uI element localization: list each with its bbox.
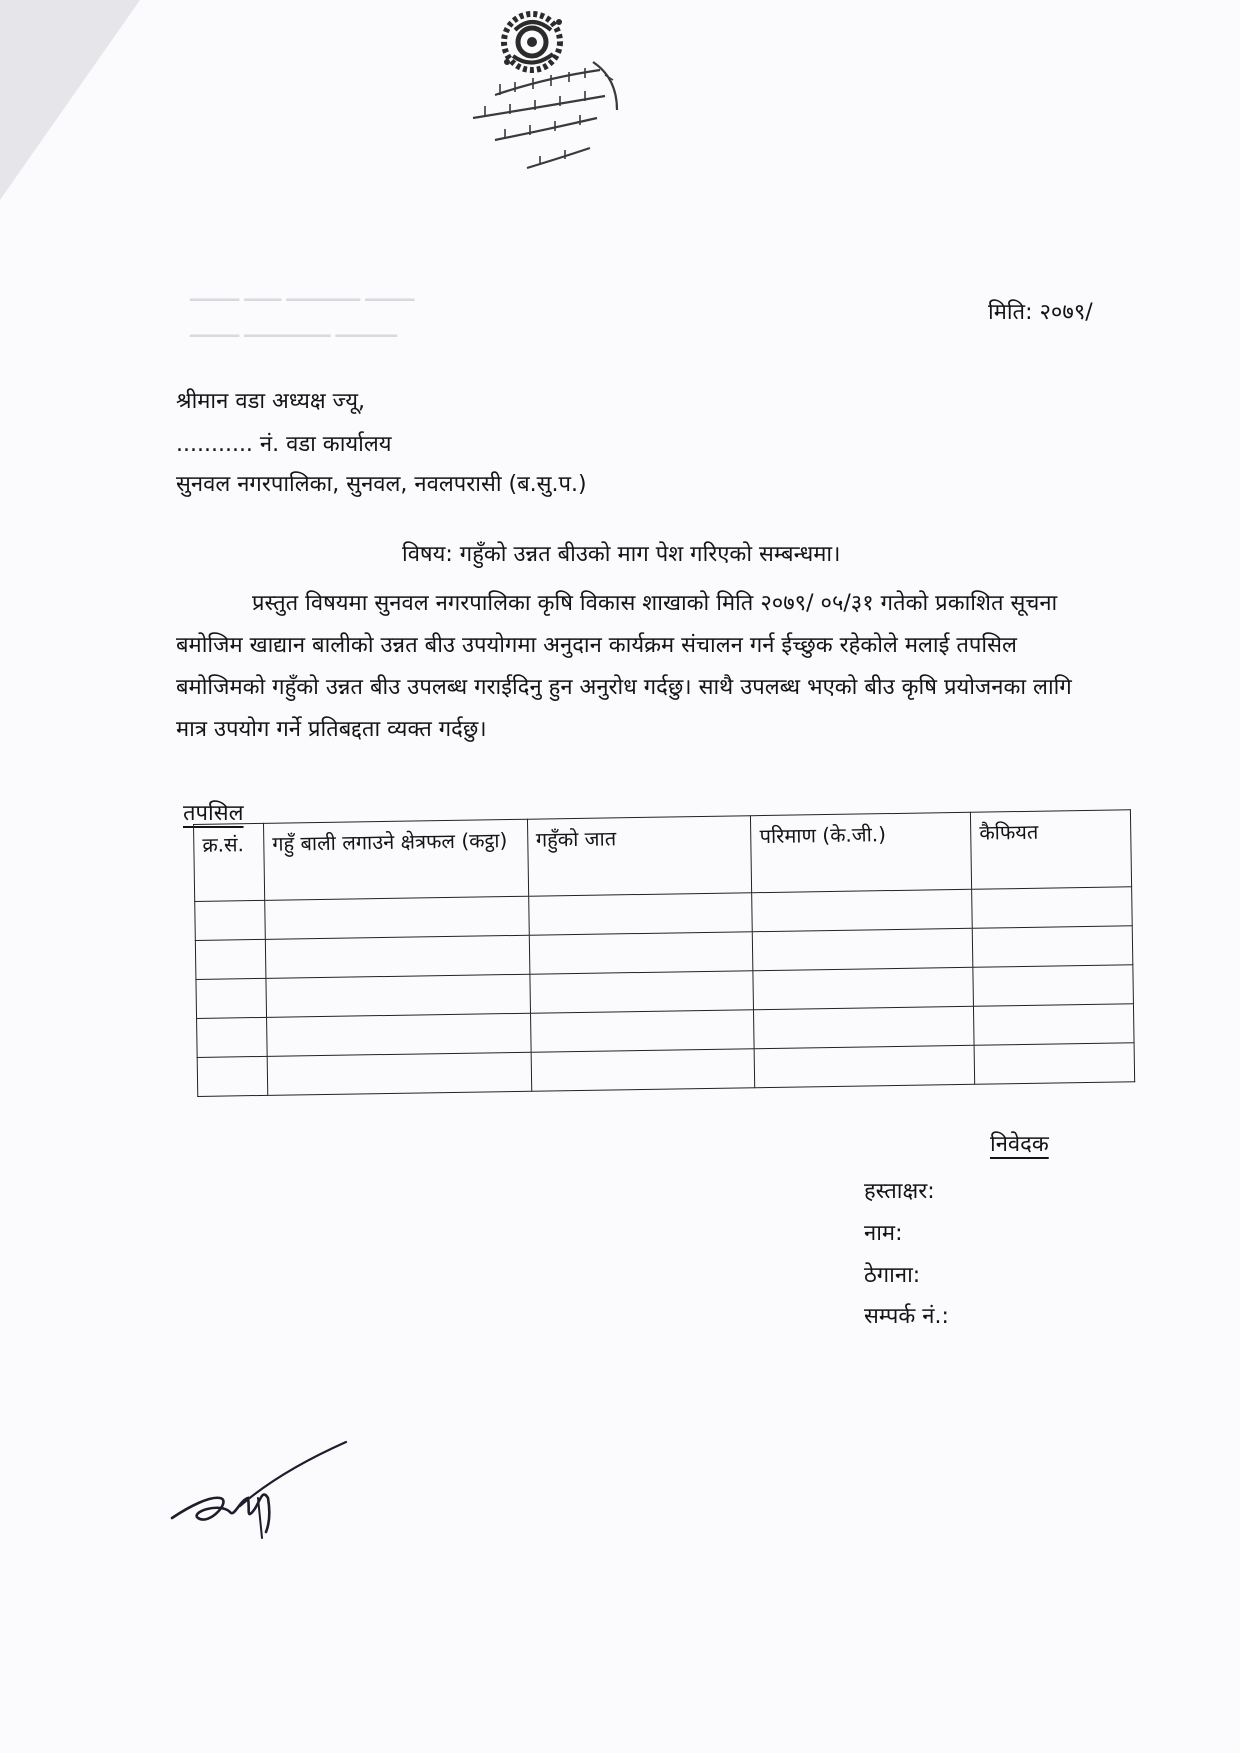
table-cell[interactable] [197,1017,268,1057]
table-cell[interactable] [197,1056,268,1096]
table-cell[interactable] [528,893,752,936]
recipient-municipality: सुनवल नगरपालिका, सुनवल, नवलपरासी (ब.सु.प.) [176,472,587,497]
column-header-variety: गहुँको जात [527,816,752,897]
details-heading: तपसिल [183,801,244,826]
applicant-heading: निवेदक [990,1132,1049,1157]
letter-subject: विषय: गहुँको उन्नत बीउको माग पेश गरिएको सम्बन्धमा। [402,542,841,567]
table-cell[interactable] [195,939,266,979]
table-cell[interactable] [195,900,266,940]
contact-field-label: सम्पर्क नं.: [864,1304,949,1329]
letter-body-text: प्रस्तुत विषयमा सुनवल नगरपालिका कृषि विकास शाखाको मिति २०७९/ ०५/३१ गतेको प्रकाशित सूचना बमोजिम खाद्यान बालीको उन्नत बीउ उपयोगमा अनुदान कार्यक्रम संचालन गर्न ईच्छुक रहेकोले मलाई तपसिल बमोजिमको गहुँको उन्नत बीउ उपलब्ध गराईदिनु हुन अनुरोध गर्दछु। साथै उपलब्ध भएको बीउ कृषि प्रयोजनका लागि मात्र उपयोग गर्ने प्रतिबद्दता व्यक्त गर्दछु। [176,591,1072,742]
table-cell[interactable] [265,896,529,939]
table-cell[interactable] [196,978,267,1018]
recipient-title: श्रीमान वडा अध्यक्ष ज्यू, [176,389,365,414]
table-cell[interactable] [974,1043,1134,1085]
column-header-quantity: परिमाण (के.जी.) [751,812,972,892]
table-cell[interactable] [972,887,1132,929]
recipient-ward-office: ........... नं. वडा कार्यालय [176,432,392,457]
column-header-area: गहुँ बाली लगाउने क्षेत्रफल (कट्ठा) [263,819,528,900]
letter-date: मिति: २०७९/ [988,300,1093,325]
municipality-seal-stamp [455,0,655,195]
column-header-serial: क्र.सं. [194,823,265,901]
table-cell[interactable] [530,1010,754,1053]
table-header-row [194,810,1132,902]
table-cell[interactable] [529,932,753,975]
signature-field-label: हस्ताक्षर: [864,1179,935,1204]
letter-body [176,583,1096,751]
table-cell[interactable] [974,1004,1134,1046]
name-field-label: नाम: [864,1221,903,1246]
table-cell[interactable] [754,1045,974,1087]
address-field-label: ठेगाना: [864,1263,921,1288]
table-cell[interactable] [266,974,530,1017]
table-cell[interactable] [752,889,972,931]
table-cell[interactable] [265,935,529,978]
seed-request-table [193,809,1135,1097]
table-cell[interactable] [267,1052,531,1095]
bleed-through-text: ▁▁▁▁ ▁▁▁ ▁▁▁▁▁▁ ▁▁▁▁ [190,282,415,301]
column-header-remarks: कैफियत [971,810,1132,890]
table-cell[interactable] [753,967,973,1009]
table-cell[interactable] [973,965,1133,1007]
table-cell[interactable] [267,1013,531,1056]
table-cell[interactable] [531,1049,755,1092]
table-cell[interactable] [753,928,973,970]
table-cell[interactable] [530,971,754,1014]
bleed-through-text: ▁▁▁▁ ▁▁▁▁▁▁▁ ▁▁▁▁▁ [190,318,398,337]
page-corner-fold [0,0,140,200]
table-cell[interactable] [972,926,1132,968]
table-cell[interactable] [754,1006,974,1048]
handwritten-signature [170,1440,360,1540]
